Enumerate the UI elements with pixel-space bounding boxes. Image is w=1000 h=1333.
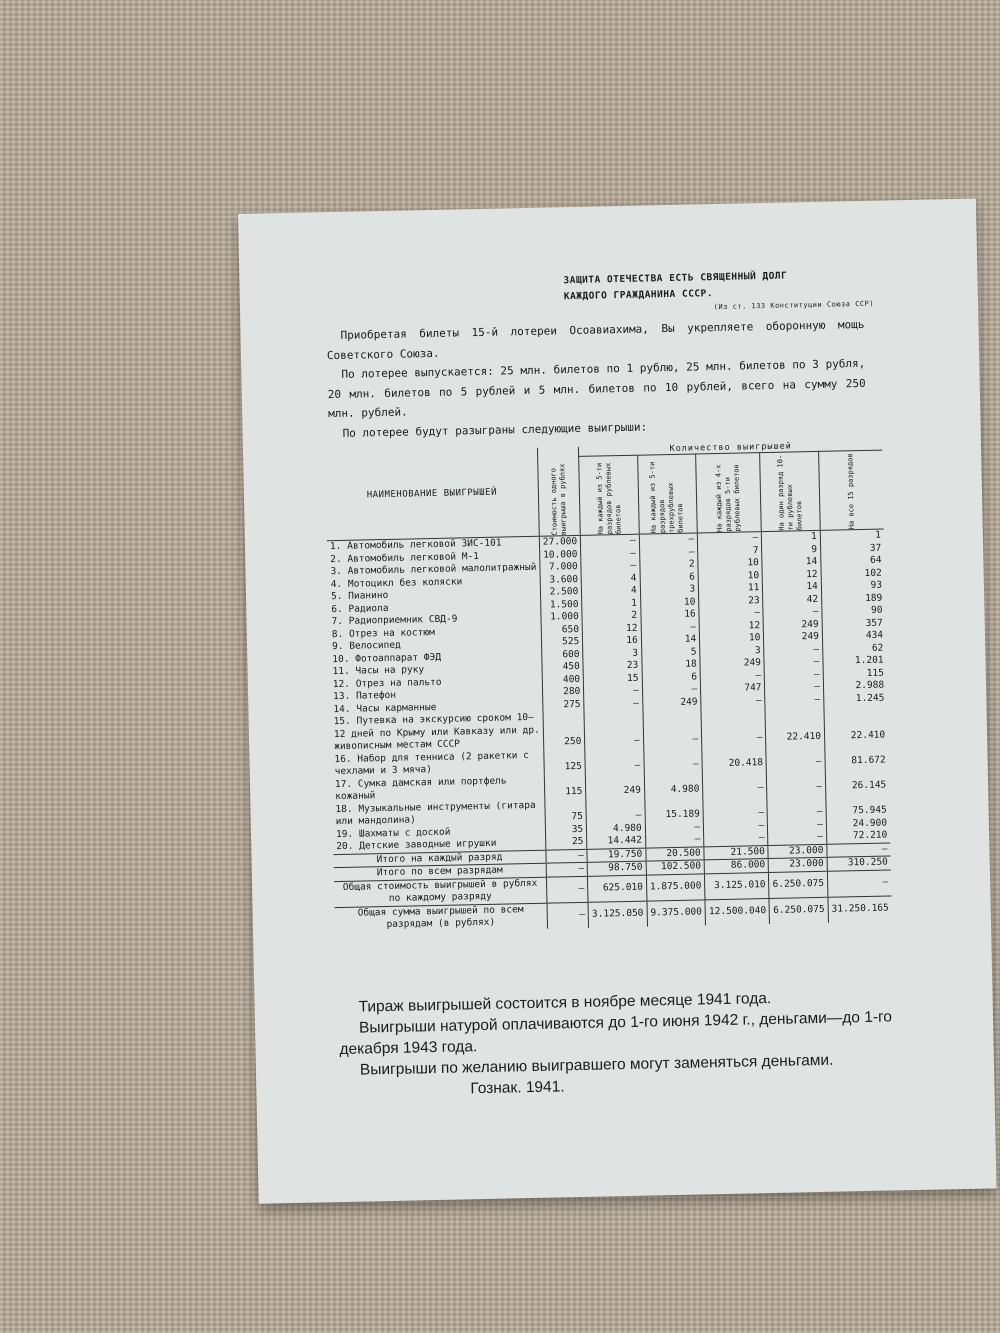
prize-number: 13. xyxy=(333,690,351,703)
summary-r10: 23.000 xyxy=(768,844,827,859)
prize-count-total: 75.945 xyxy=(826,792,890,818)
prize-count-r10: — xyxy=(767,793,826,819)
prize-name: Радиола xyxy=(348,602,389,615)
prize-number: 6. xyxy=(331,603,343,615)
prize-count-r1: — xyxy=(584,710,643,749)
prize-count-r1: 4 xyxy=(581,572,640,586)
prize-count-r3: 6 xyxy=(642,671,701,685)
header-prize-name: НАИМЕНОВАНИЕ ВЫИГРЫШЕЙ xyxy=(325,448,539,541)
prize-count-r1: 4.980 xyxy=(587,822,646,836)
prize-cost: 275 xyxy=(543,698,585,711)
summary-total: 310.250 xyxy=(827,856,891,871)
motto-line-1: ЗАЩИТА ОТЕЧЕСТВА ЕСТЬ СВЯЩЕННЫЙ ДОЛГ xyxy=(563,270,788,287)
prize-count-r1: 3 xyxy=(583,647,642,661)
header-r1: На каждый из 5-ти разрядов рублевых билетов xyxy=(579,455,639,535)
prize-number: 7. xyxy=(331,615,344,628)
prize-count-total: 93 xyxy=(821,580,885,594)
printer-mark: Гознак. 1941. xyxy=(470,1078,565,1098)
prize-count-r1: 23 xyxy=(583,660,642,674)
prize-number: 17. xyxy=(334,778,353,790)
prize-count-r10: 1 xyxy=(762,530,821,544)
motto-line-2: КАЖДОГО ГРАЖДАНИНА СССР. xyxy=(563,288,714,303)
summary-cost: — xyxy=(546,862,588,876)
prize-count-r10: — xyxy=(765,668,824,682)
prize-count-r5: 11 xyxy=(699,582,763,596)
prize-cost: 75 xyxy=(545,798,587,824)
prize-count-r5: — xyxy=(698,532,762,546)
prize-name: Набор для тенниса (2 ракетки с чехлами и 3 мяча) xyxy=(334,749,530,778)
prize-count-r10: — xyxy=(764,656,823,670)
prize-count-r10: — xyxy=(768,831,827,845)
prize-number: 19. xyxy=(335,828,354,840)
prize-count-r3: 10 xyxy=(640,596,699,610)
prize-count-r1: — xyxy=(584,697,643,711)
prize-count-r5: 10 xyxy=(698,570,762,584)
prize-count-r5: 747 xyxy=(701,682,765,696)
prize-number: 2. xyxy=(330,553,342,565)
prize-name: Фотоаппарат ФЭД xyxy=(355,651,442,665)
prize-number: 18. xyxy=(335,803,353,815)
prize-cost: 25 xyxy=(546,836,588,850)
prize-name: Патефон xyxy=(355,689,397,702)
prize-cost: 2.500 xyxy=(540,586,582,599)
prize-count-r3: 6 xyxy=(640,571,699,585)
prize-count-total: 37 xyxy=(820,542,884,556)
prize-count-r5: — xyxy=(704,820,768,834)
summary-r5: 21.500 xyxy=(704,845,768,860)
prize-name: Автомобиль легковой М-1 xyxy=(347,550,480,565)
header-r5: На каждый из 4-х разрядов 5-ти рублевых билетов xyxy=(696,453,762,533)
prize-name: Сумка дамская или портфель кожаный xyxy=(335,775,507,803)
prize-cost: 125 xyxy=(544,748,586,774)
prize-count-total: 1.201 xyxy=(823,655,887,669)
prize-count-r1: 16 xyxy=(583,635,642,649)
prize-count-r1: 2 xyxy=(582,610,641,624)
prize-name: Путевка на экскурсию сроком 10—12 дней по Крыму или Кавказу или др. живописным местам СССР xyxy=(333,711,540,753)
prize-count-r3: 5 xyxy=(641,646,700,660)
prize-count-r1: — xyxy=(584,685,643,699)
prize-count-total: 22.410 xyxy=(824,705,888,744)
summary-r3: 102.500 xyxy=(646,860,705,875)
prize-number: 11. xyxy=(332,665,350,678)
prize-count-r5: — xyxy=(701,707,766,746)
header-r10: На один разряд 10-ти рублевых билетов xyxy=(760,451,820,531)
prize-count-r10: 14 xyxy=(762,556,821,570)
prize-count-r1: 14.442 xyxy=(587,835,646,849)
prize-count-total: 189 xyxy=(821,592,885,606)
summary-label: Общая сумма выигрышей по всем разрядам (в рублях) xyxy=(335,903,548,933)
intro-paragraph-3: По лотерее будут разыграны следующие выигрыши: xyxy=(342,419,648,440)
prize-count-r10: — xyxy=(763,606,822,620)
intro-paragraph-2: По лотерее выпускается: 25 млн. билетов по 1 рублю, 25 млн. билетов по 3 рубля, 20 млн. билетов по 5 рублей и 5 млн. билетов по 10 рублей, всего на сумму 250 млн. рублей. xyxy=(327,356,866,421)
summary-r10: 6.250.075 xyxy=(769,897,828,924)
prize-count-r10: 9 xyxy=(762,543,821,557)
prize-table xyxy=(325,441,892,933)
prize-count-r3: 3 xyxy=(640,583,699,597)
summary-total: — xyxy=(827,869,891,896)
prize-count-r10: — xyxy=(765,693,824,707)
footer-cash-text: Выигрыши по желанию выигравшего могут заменяться деньгами. xyxy=(359,1051,834,1079)
summary-label: Итого по всем разрядам xyxy=(334,863,547,881)
prize-name: Автомобиль легковой ЗИС-101 xyxy=(347,537,502,552)
prize-count-total: 72.210 xyxy=(826,829,890,843)
prize-cost: 3.600 xyxy=(540,573,582,586)
prize-count-r1: — xyxy=(581,560,640,574)
prize-cost: 280 xyxy=(542,686,584,699)
prize-count-r3: — xyxy=(644,746,703,772)
prize-count-total: 26.145 xyxy=(825,767,889,793)
prize-count-r5: — xyxy=(702,770,767,796)
prize-count-r10: 249 xyxy=(764,631,823,645)
prize-number: 20. xyxy=(336,840,354,853)
prize-count-total: 115 xyxy=(823,667,887,681)
prize-name: Велосипед xyxy=(349,639,401,652)
prize-name: Часы на руку xyxy=(355,664,425,677)
prize-cost: 10.000 xyxy=(540,548,582,561)
prize-count-r1: 15 xyxy=(583,672,642,686)
summary-r1: 98.750 xyxy=(587,861,646,876)
prize-cost: 1.000 xyxy=(541,611,583,624)
prize-count-r1: — xyxy=(586,797,645,823)
prize-count-r3: 15.189 xyxy=(645,796,704,822)
prize-number: 4. xyxy=(330,578,343,590)
header-count-group: Количество выигрышей xyxy=(579,441,882,457)
prize-rows xyxy=(327,529,891,854)
prize-count-r5: — xyxy=(700,670,764,684)
prize-count-total: 81.672 xyxy=(825,742,889,768)
prize-count-r5: 10 xyxy=(700,632,764,646)
prize-cost: 450 xyxy=(542,661,584,674)
prize-number: 15. xyxy=(333,715,351,728)
prize-count-r10: — xyxy=(766,743,825,769)
prize-count-r1: 4 xyxy=(582,585,641,599)
prize-number: 1. xyxy=(329,540,342,553)
prize-count-r3: 16 xyxy=(641,608,700,622)
prize-count-r10: 249 xyxy=(764,618,823,632)
constitution-motto xyxy=(563,267,874,316)
summary-r1: 3.125.050 xyxy=(588,901,647,928)
prize-count-total: 90 xyxy=(822,605,886,619)
prize-name: Мотоцикл без коляски xyxy=(347,575,463,590)
summary-r3: 9.375.000 xyxy=(647,899,706,926)
prize-name: Шахматы с доской xyxy=(358,826,451,840)
prize-count-total: 2.988 xyxy=(823,680,887,694)
summary-r5: 3.125.010 xyxy=(705,872,770,899)
summary-rows xyxy=(333,842,892,932)
prize-count-r10: 12 xyxy=(762,568,821,582)
prize-number: 9. xyxy=(331,640,344,653)
prize-count-r5: — xyxy=(699,607,763,621)
prize-name: Автомобиль легковой малолитражный xyxy=(347,561,537,577)
intro-paragraph-1: Приобретая билеты 15-й лотереи Осоавиахима, Вы укрепляете оборонную мощь Советского Союза. xyxy=(326,317,865,362)
prize-cost: 600 xyxy=(542,648,584,661)
prize-count-r5: 20.418 xyxy=(702,745,767,771)
prize-count-r10: 42 xyxy=(763,593,822,607)
prize-count-r3: 18 xyxy=(642,658,701,672)
summary-label: Общая стоимость выигрышей в рублях по каждому разряду xyxy=(334,877,547,907)
prize-cost: 250 xyxy=(543,711,585,749)
prize-count-total: 1.245 xyxy=(824,692,888,706)
summary-cost: — xyxy=(546,876,588,903)
prize-count-r5: 10 xyxy=(698,557,762,571)
prize-count-r3: — xyxy=(642,683,701,697)
summary-r1: 625.010 xyxy=(588,875,647,902)
prize-name: Отрез на пальто xyxy=(355,676,442,690)
prize-name: Пианино xyxy=(348,589,389,602)
prize-name: Отрез на костюм xyxy=(348,626,435,640)
prize-count-total: 357 xyxy=(822,617,886,631)
prize-count-r3: — xyxy=(639,546,698,560)
prize-count-r5: — xyxy=(703,795,768,821)
prize-count-r10: — xyxy=(767,768,826,794)
prize-count-r3: — xyxy=(641,621,700,635)
summary-r10: 6.250.075 xyxy=(769,871,828,898)
footer-payment-terms: Выигрыши натурой оплачиваются до 1-го июня 1942 г., деньгами—до 1-го декабря 1943 года. xyxy=(339,1008,893,1059)
prize-count-r5: 7 xyxy=(698,545,762,559)
footer-text xyxy=(338,985,940,1103)
prize-count-r10: — xyxy=(764,643,823,657)
prize-count-r10: — xyxy=(765,681,824,695)
prize-name: Радиоприемник СВД-9 xyxy=(348,613,458,627)
prize-count-r1: — xyxy=(585,747,644,773)
prize-count-r3: 249 xyxy=(642,696,701,710)
prize-count-total: 24.900 xyxy=(826,817,890,831)
prize-count-r5: 23 xyxy=(699,595,763,609)
prize-count-r10: — xyxy=(768,818,827,832)
prize-count-r1: 12 xyxy=(582,622,641,636)
prize-number: 16. xyxy=(334,753,352,765)
prize-cost: 525 xyxy=(541,636,583,649)
prize-count-total: 1 xyxy=(820,529,884,543)
prize-number: 3. xyxy=(330,565,343,578)
summary-label: Итого на каждый разряд xyxy=(333,850,546,868)
summary-r3: 1.875.000 xyxy=(646,873,705,900)
summary-total: 31.250.165 xyxy=(828,895,892,922)
prize-count-r3: 4.980 xyxy=(644,771,703,797)
prize-count-r1: 249 xyxy=(586,772,645,798)
prize-number: 12. xyxy=(332,678,351,690)
prize-cost: 400 xyxy=(542,673,584,686)
summary-r5: 86.000 xyxy=(704,859,768,874)
summary-cost: — xyxy=(547,902,589,928)
footer-draw-date: Тираж выигрышей состоится в ноябре месяце 1941 года. xyxy=(358,990,772,1016)
prize-name: Музыкальные инструменты (гитара или мандолина) xyxy=(335,799,536,828)
prize-count-r5: 3 xyxy=(700,645,764,659)
summary-r10: 23.000 xyxy=(769,857,828,872)
summary-r1: 19.750 xyxy=(587,848,646,863)
summary-r3: 20.500 xyxy=(646,846,705,861)
prize-count-r1: 1 xyxy=(582,597,641,611)
lottery-ticket-back xyxy=(238,199,997,1204)
prize-count-total: 434 xyxy=(822,630,886,644)
prize-count-r10: 14 xyxy=(763,581,822,595)
prize-cost: 1.500 xyxy=(541,598,583,611)
prize-name-cell xyxy=(331,712,544,754)
header-total: На все 15 разрядов xyxy=(819,450,884,530)
intro-text xyxy=(326,315,866,443)
prize-count-r3: 2 xyxy=(640,558,699,572)
motto-source: (Из ст. 133 Конституции Союза ССР) xyxy=(713,299,875,312)
prize-count-r5: 12 xyxy=(699,620,763,634)
prize-number: 14. xyxy=(333,703,351,715)
prize-cost: 115 xyxy=(544,773,586,799)
summary-cost: — xyxy=(546,849,588,863)
prize-count-r1: — xyxy=(581,534,640,548)
prize-name: Детские заводные игрушки xyxy=(359,837,497,852)
summary-r5: 12.500.040 xyxy=(705,898,770,925)
prize-count-r5: — xyxy=(704,832,768,846)
prize-count-r10: 22.410 xyxy=(765,706,824,745)
prize-count-total: 102 xyxy=(821,567,885,581)
prize-cost: 650 xyxy=(541,623,583,636)
prize-name: Часы карманные xyxy=(356,701,437,715)
header-r3: На каждый из 5-ти разрядов трехрублевых билетов xyxy=(637,454,697,534)
prize-count-r1: — xyxy=(581,547,640,561)
prize-count-r3: — xyxy=(643,708,702,747)
prize-count-r3: — xyxy=(645,821,704,835)
header-cost: Стоимость одного выигрыша в рублях xyxy=(537,447,580,536)
prize-number: 10. xyxy=(332,653,350,665)
prize-number: 8. xyxy=(331,628,344,640)
prize-cost: 7.000 xyxy=(540,561,582,574)
prize-count-total: 64 xyxy=(821,555,885,569)
prize-cost: 27.000 xyxy=(539,535,581,549)
prize-count-r3: — xyxy=(639,533,698,547)
prize-count-r5: — xyxy=(701,695,765,709)
summary-total: — xyxy=(827,842,891,857)
prize-number: 5. xyxy=(330,590,343,603)
prize-count-r5: 249 xyxy=(700,657,764,671)
prize-count-r3: — xyxy=(645,833,704,847)
prize-cost: 35 xyxy=(545,823,587,836)
prize-count-r3: 14 xyxy=(641,633,700,647)
prize-count-total: 62 xyxy=(823,642,887,656)
